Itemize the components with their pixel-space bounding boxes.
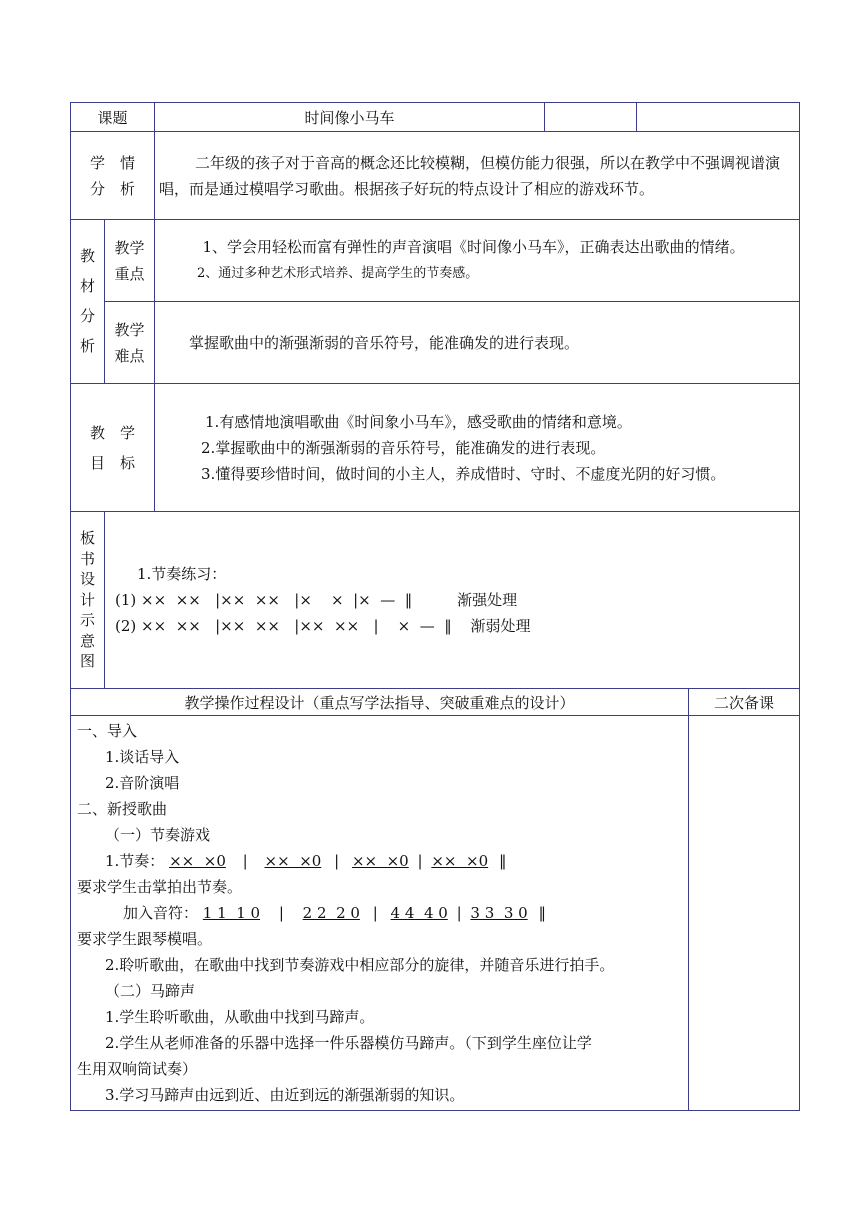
board-label-char: 设 (79, 570, 95, 589)
objective-item: 1.有感情地演唱歌曲《时间象小马车》，感受歌曲的情绪和意境。 (205, 412, 632, 431)
rhythm-bar: ×× ×0 (169, 852, 226, 870)
objective-item: 2.掌握歌曲中的渐强渐弱的音乐符号，能准确发的进行表现。 (201, 438, 606, 457)
process-header-row (71, 689, 800, 716)
title-blank-2 (637, 103, 800, 132)
key-points-label (105, 220, 155, 302)
hoof-item-2b: 生用双响筒试奏） (77, 1060, 198, 1078)
intro-item-2: 2.音阶演唱 (105, 774, 180, 792)
material-label-char: 析 (79, 337, 95, 355)
difficulty-label-2: 难点 (114, 346, 145, 365)
lesson-title: 时间像小马车 (155, 103, 545, 132)
barline: | (278, 904, 284, 922)
section-intro: 一、导入 (77, 722, 138, 740)
difficulty-row (71, 302, 800, 384)
key-points-label-2: 重点 (114, 264, 145, 283)
board-design-row (71, 512, 800, 689)
pitch-requirement: 要求学生跟琴模唱。 (77, 930, 213, 948)
barline: | (242, 852, 248, 870)
hoof-item-2a: 2.学生从老师准备的乐器中选择一件乐器模仿马蹄声。（下到学生座位让学 (105, 1034, 592, 1052)
pitch-bar: 3 3 3 0 (470, 904, 528, 922)
title-blank-1 (545, 103, 637, 132)
key-points-row (71, 220, 800, 302)
title-row (71, 103, 800, 132)
rhythm-row-2-notes: (2) ×× ×× |×× ×× |×× ×× | × — ‖ (115, 617, 452, 635)
board-label-char: 意 (79, 631, 95, 650)
student-analysis-row (71, 132, 800, 220)
process-body-row (71, 716, 800, 1111)
objectives-label-1: 教 学 (90, 423, 136, 442)
pitch-bar: 4 4 4 0 (390, 904, 448, 922)
key-points-label-1: 教学 (114, 238, 145, 257)
material-analysis-label (71, 220, 105, 384)
process-header: 教学操作过程设计（重点写学法指导、突破重难点的设计） (71, 689, 689, 716)
barline: | (372, 904, 378, 922)
barline: | (334, 852, 340, 870)
rhythm-line (77, 848, 682, 874)
rhythm-row-2 (115, 613, 789, 639)
board-label-char: 计 (79, 590, 95, 609)
pitch-label: 加入音符： (123, 904, 199, 922)
key-point-2: 2、通过多种艺术形式培养、提高学生的节奏感。 (197, 265, 479, 281)
student-analysis-label (71, 132, 155, 220)
rhythm-bar: ×× ×0 (351, 852, 409, 870)
subsection-rhythm-game: （一）节奏游戏 (105, 826, 211, 844)
pitch-bar: 1 1 1 0 (202, 904, 261, 922)
objectives-label-2: 目 标 (90, 453, 136, 472)
difficulty-label (105, 302, 155, 384)
second-prep-cell[interactable] (689, 716, 800, 1111)
student-analysis-text: 二年级的孩子对于音高的概念还比较模糊，但模仿能力很强，所以在教学中不强调视谱演唱，而是通过模唱学习歌曲。根据孩子好玩的特点设计了相应的游戏环节。 (155, 132, 800, 220)
material-label-char: 教 (79, 247, 95, 265)
difficulty-text: 掌握歌曲中的渐强渐弱的音乐符号，能准确发的进行表现。 (155, 302, 800, 384)
rhythm-bar: ×× ×0 (431, 852, 489, 870)
rhythm-label: 1.节奏： (105, 852, 165, 870)
rhythm-row-1 (115, 587, 789, 613)
board-label-char: 图 (79, 652, 95, 671)
objective-item: 3.懂得要珍惜时间，做时间的小主人，养成惜时、守时、不虚度光阴的好习惯。 (201, 464, 726, 483)
board-design-content (105, 512, 800, 689)
pitch-bar: 2 2 2 0 (302, 904, 360, 922)
endline: ‖ (538, 904, 546, 922)
rhythm-row-1-note: 渐强处理 (457, 591, 518, 609)
student-analysis-label-1: 学 情 (90, 153, 136, 172)
key-points-cell (155, 220, 800, 302)
material-label-char: 分 (79, 307, 95, 325)
board-label-char: 板 (79, 529, 95, 548)
board-design-label (71, 512, 105, 689)
title-label: 课题 (71, 103, 155, 132)
material-label-char: 材 (79, 277, 95, 295)
endline: ‖ (498, 852, 507, 870)
key-point-1: 1、学会用轻松而富有弹性的声音演唱《时间像小马车》，正确表达出歌曲的情绪。 (202, 237, 745, 256)
hoof-item-1: 1.学生聆听歌曲，从歌曲中找到马蹄声。 (105, 1008, 375, 1026)
pitch-line (77, 900, 682, 926)
lesson-plan-table (70, 102, 800, 1111)
barline: | (417, 852, 423, 870)
process-content (71, 716, 689, 1111)
objectives-label (71, 384, 155, 512)
student-analysis-label-2: 分 析 (90, 179, 136, 198)
second-prep-header: 二次备课 (689, 689, 800, 716)
rhythm-requirement: 要求学生击掌拍出节奏。 (77, 878, 243, 896)
section-new-song: 二、新授歌曲 (77, 800, 168, 818)
subsection-hoof: （二）马蹄声 (105, 982, 196, 1000)
rhythm-row-1-notes: (1) ×× ×× |×× ×× |× × |× — ‖ (115, 591, 413, 609)
difficulty-label-1: 教学 (114, 320, 145, 339)
hoof-item-3: 3.学习马蹄声由远到近、由近到远的渐强渐弱的知识。 (105, 1086, 465, 1104)
barline: | (456, 904, 462, 922)
board-title: 1.节奏练习： (137, 565, 227, 583)
board-label-char: 书 (79, 549, 95, 568)
listen-item: 2.聆听歌曲，在歌曲中找到节奏游戏中相应部分的旋律，并随音乐进行拍手。 (105, 956, 615, 974)
rhythm-bar: ×× ×0 (264, 852, 322, 870)
intro-item-1: 1.谈话导入 (105, 748, 180, 766)
rhythm-row-2-note: 渐弱处理 (470, 617, 531, 635)
objectives-cell (155, 384, 800, 512)
objectives-row (71, 384, 800, 512)
board-label-char: 示 (79, 611, 95, 630)
